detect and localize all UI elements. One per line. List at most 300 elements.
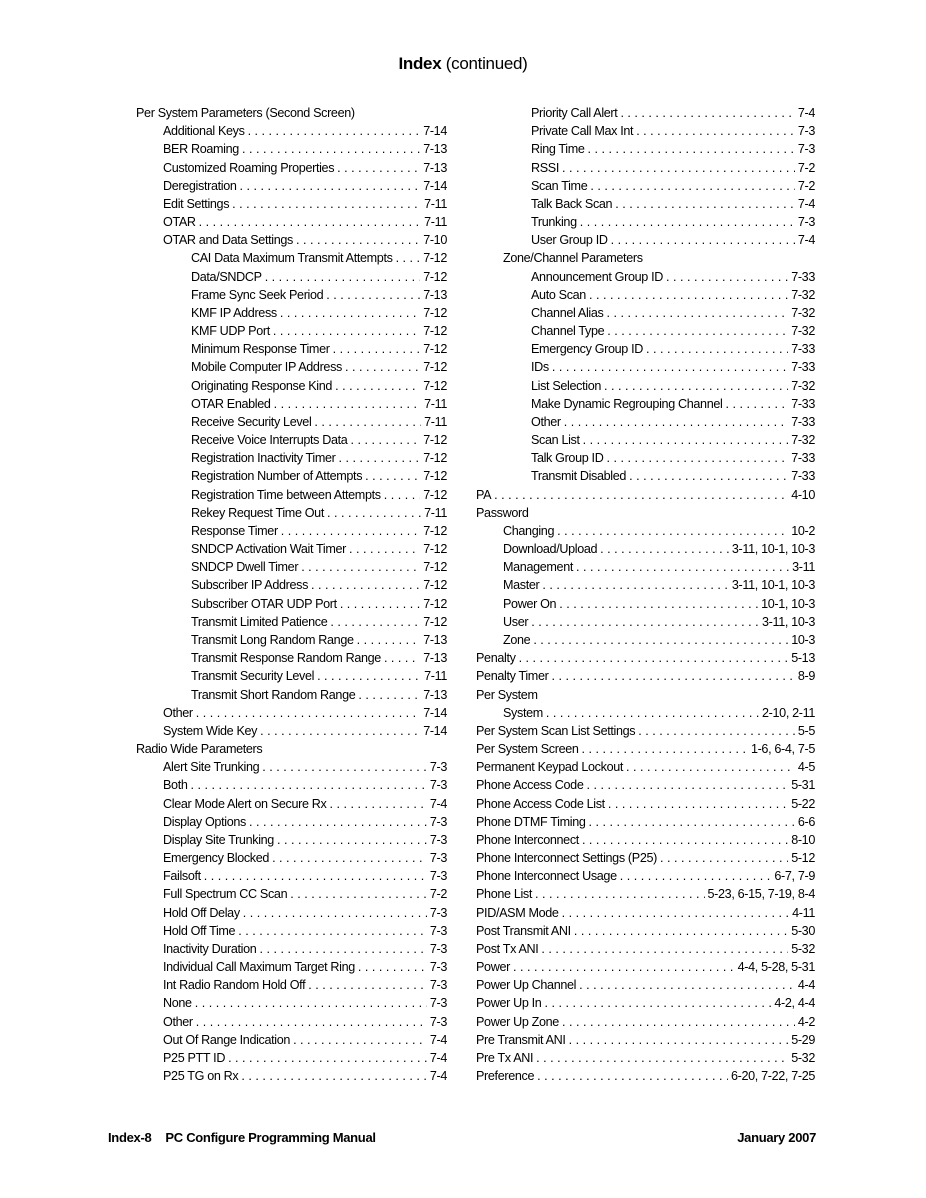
dot-leader: [259, 940, 426, 958]
dot-leader: [557, 522, 788, 540]
index-term: Post Transmit ANI: [476, 923, 571, 938]
page-reference: 7-33: [791, 451, 815, 466]
dot-leader: [620, 867, 772, 885]
dot-leader: [396, 249, 421, 267]
index-entry: [476, 649, 815, 667]
page-reference: 7-4: [797, 106, 815, 120]
page-reference: 7-33: [791, 469, 815, 484]
footer-page-label: Index-8: [108, 1130, 152, 1145]
index-term: Registration Inactivity Timer: [191, 451, 336, 466]
index-term: IDs: [531, 360, 549, 375]
index-entry: [136, 958, 447, 976]
dot-leader: [588, 140, 795, 158]
index-term: Other: [531, 414, 561, 429]
page-reference: 7-14: [423, 178, 447, 193]
index-entry: [476, 667, 815, 685]
index-entry: [476, 522, 815, 540]
dot-leader: [589, 286, 788, 304]
index-entry: [136, 758, 447, 776]
index-entry: [136, 377, 447, 395]
dot-leader: [232, 195, 421, 213]
index-term: Data/SNDCP: [191, 269, 262, 284]
index-term: List Selection: [531, 378, 602, 393]
dot-leader: [330, 613, 420, 631]
page-reference: 7-3: [797, 124, 815, 139]
index-entry: [136, 322, 447, 340]
page-reference: 3-11, 10-1, 10-3: [731, 542, 815, 557]
index-term: Password: [476, 505, 529, 520]
dot-leader: [646, 340, 788, 358]
index-term: Emergency Group ID: [531, 342, 643, 357]
page-reference: 7-33: [791, 414, 815, 429]
index-term: Subscriber OTAR UDP Port: [191, 596, 337, 611]
page-reference: 2-10, 2-11: [762, 705, 815, 720]
index-entry: [476, 758, 815, 776]
title-rest: (continued): [441, 54, 528, 73]
page-reference: 7-3: [429, 978, 447, 993]
page-reference: 7-12: [423, 360, 447, 375]
page-reference: 7-3: [429, 941, 447, 956]
page-reference: 5-5: [797, 723, 815, 738]
dot-leader: [273, 322, 420, 340]
dot-leader: [576, 558, 789, 576]
dot-leader: [349, 540, 420, 558]
page-reference: 7-12: [423, 251, 447, 266]
index-entry: [476, 813, 815, 831]
page-reference: 5-29: [791, 1032, 815, 1047]
dot-leader: [241, 1067, 426, 1085]
index-term: Permanent Keypad Lockout: [476, 760, 624, 775]
dot-leader: [638, 722, 795, 740]
index-term: P25 PTT ID: [163, 1050, 226, 1065]
dot-leader: [660, 849, 788, 867]
index-entry: [136, 1067, 447, 1085]
dot-leader: [358, 686, 420, 704]
index-term: Channel Type: [531, 324, 605, 339]
index-entry: [136, 558, 447, 576]
dot-leader: [260, 722, 420, 740]
index-term: OTAR Enabled: [191, 396, 271, 411]
index-term: Phone Interconnect Settings (P25): [476, 851, 657, 866]
index-term: Per System Scan List Settings: [476, 723, 636, 738]
index-term: Inactivity Duration: [163, 941, 257, 956]
page-reference: 5-32: [791, 1050, 815, 1065]
index-term: Response Timer: [191, 523, 278, 538]
page-reference: 10-1, 10-3: [761, 596, 815, 611]
page-reference: 7-11: [424, 396, 447, 411]
index-entry: [136, 504, 447, 522]
index-entry: [476, 504, 815, 522]
page-reference: 7-33: [791, 396, 815, 411]
page-reference: 7-3: [429, 814, 447, 829]
index-entry: [136, 522, 447, 540]
dot-leader: [600, 540, 729, 558]
index-term: Other: [163, 1014, 193, 1029]
dot-leader: [562, 904, 790, 922]
index-term: Zone: [503, 632, 531, 647]
page-reference: 7-12: [423, 269, 447, 284]
index-term: Hold Off Delay: [163, 905, 240, 920]
page-reference: 4-10: [791, 487, 815, 502]
dot-leader: [574, 922, 788, 940]
page-reference: 7-3: [429, 905, 447, 920]
index-term: Per System Parameters (Second Screen): [136, 106, 355, 120]
index-entry: [476, 795, 815, 813]
index-entry: [136, 722, 447, 740]
index-term: Changing: [503, 523, 555, 538]
page-reference: 7-10: [423, 233, 447, 248]
footer-manual-title: PC Configure Programming Manual: [165, 1130, 376, 1145]
page-reference: 6-20, 7-22, 7-25: [730, 1069, 815, 1084]
dot-leader: [274, 395, 422, 413]
index-entry: [136, 540, 447, 558]
dot-leader: [308, 976, 427, 994]
page-reference: 7-33: [791, 360, 815, 375]
index-entry: [136, 813, 447, 831]
index-term: User: [503, 614, 529, 629]
index-entry: [136, 994, 447, 1012]
index-term: Hold Off Time: [163, 923, 236, 938]
dot-leader: [196, 1013, 427, 1031]
page-reference: 7-11: [424, 196, 447, 211]
page-title: [0, 54, 926, 74]
page-reference: 7-14: [423, 124, 447, 139]
dot-leader: [535, 885, 705, 903]
page-reference: 7-12: [423, 305, 447, 320]
index-entry: [476, 195, 815, 213]
dot-leader: [611, 231, 795, 249]
index-term: RSSI: [531, 160, 559, 175]
index-term: None: [163, 996, 192, 1011]
dot-leader: [311, 576, 420, 594]
page-reference: 7-4: [797, 196, 815, 211]
index-entry: [136, 831, 447, 849]
index-entry: [136, 704, 447, 722]
page-reference: 4-5: [797, 760, 815, 775]
index-entry: [136, 849, 447, 867]
index-entry: [476, 613, 815, 631]
dot-leader: [296, 231, 420, 249]
dot-leader: [358, 958, 427, 976]
index-entry: [476, 1013, 815, 1031]
page-reference: 3-11, 10-3: [762, 614, 815, 629]
page-reference: 7-14: [423, 705, 447, 720]
index-entry: [136, 667, 447, 685]
index-entry: [476, 631, 815, 649]
dot-leader: [365, 467, 420, 485]
index-entry: [476, 449, 815, 467]
page-reference: 10-3: [791, 632, 815, 647]
index-entry: [136, 195, 447, 213]
index-term: Announcement Group ID: [531, 269, 663, 284]
index-entry: [136, 486, 447, 504]
index-entry: [476, 1031, 815, 1049]
index-entry: [136, 740, 447, 758]
index-term: Originating Response Kind: [191, 378, 333, 393]
index-term: Int Radio Random Hold Off: [163, 978, 306, 993]
index-entry: [136, 122, 447, 140]
index-term: Talk Back Scan: [531, 196, 613, 211]
index-term: Master: [503, 578, 540, 593]
index-term: SNDCP Dwell Timer: [191, 560, 299, 575]
dot-leader: [339, 449, 421, 467]
index-entry: [136, 140, 447, 158]
index-entry: [476, 286, 815, 304]
index-entry: [136, 595, 447, 613]
page-reference: 7-2: [797, 178, 815, 193]
index-entry: [136, 1031, 447, 1049]
index-term: Clear Mode Alert on Secure Rx: [163, 796, 327, 811]
index-entry: [476, 431, 815, 449]
index-term: Additional Keys: [163, 124, 245, 139]
page-reference: 7-33: [791, 342, 815, 357]
dot-leader: [280, 304, 420, 322]
index-entry: [476, 576, 815, 594]
dot-leader: [606, 304, 788, 322]
index-entry: [136, 304, 447, 322]
index-term: System Wide Key: [163, 723, 258, 738]
index-term: Registration Time between Attempts: [191, 487, 381, 502]
index-term: Transmit Response Random Range: [191, 651, 381, 666]
index-term: Scan Time: [531, 178, 588, 193]
page-reference: 7-11: [424, 505, 447, 520]
index-entry: [136, 686, 447, 704]
index-entry: [476, 849, 815, 867]
dot-leader: [589, 813, 795, 831]
index-term: Preference: [476, 1069, 535, 1084]
index-term: Post Tx ANI: [476, 941, 539, 956]
index-term: Phone Interconnect: [476, 832, 579, 847]
page-reference: 7-4: [429, 796, 447, 811]
index-term: Transmit Security Level: [191, 669, 315, 684]
dot-leader: [199, 213, 421, 231]
index-term: Radio Wide Parameters: [136, 742, 263, 757]
index-entry: [476, 904, 815, 922]
dot-leader: [620, 104, 794, 122]
index-term: Both: [163, 778, 188, 793]
dot-leader: [552, 358, 788, 376]
dot-leader: [337, 159, 420, 177]
page-reference: 6-6: [797, 814, 815, 829]
index-entry: [476, 177, 815, 195]
page-reference: 7-12: [423, 542, 447, 557]
dot-leader: [537, 1067, 728, 1085]
footer-left: [108, 1130, 376, 1145]
page-reference: 7-13: [423, 687, 447, 702]
index-entry: [476, 958, 815, 976]
dot-leader: [636, 122, 795, 140]
page-reference: 7-12: [423, 433, 447, 448]
dot-leader: [249, 813, 427, 831]
dot-leader: [248, 122, 421, 140]
page-reference: 7-32: [791, 378, 815, 393]
index-term: Deregistration: [163, 178, 237, 193]
index-term: System: [503, 705, 543, 720]
index-term: KMF IP Address: [191, 305, 277, 320]
index-term: Zone/Channel Parameters: [503, 251, 643, 266]
index-term: Auto Scan: [531, 287, 586, 302]
dot-leader: [238, 922, 427, 940]
page-reference: 5-13: [791, 651, 815, 666]
dot-leader: [531, 613, 759, 631]
dot-leader: [606, 449, 788, 467]
index-entry: [476, 377, 815, 395]
page-reference: 7-32: [791, 433, 815, 448]
page-reference: 7-14: [423, 723, 447, 738]
index-entry: [476, 322, 815, 340]
index-entry: [136, 613, 447, 631]
page-reference: 7-12: [423, 523, 447, 538]
index-term: Power Up Channel: [476, 978, 577, 993]
index-entry: [476, 1049, 815, 1067]
index-term: Power On: [503, 596, 557, 611]
page-reference: 7-2: [429, 887, 447, 902]
index-term: Pre Transmit ANI: [476, 1032, 566, 1047]
index-term: Power Up In: [476, 996, 542, 1011]
index-term: Priority Call Alert: [531, 106, 618, 120]
index-term: SNDCP Activation Wait Timer: [191, 542, 347, 557]
index-term: Power Up Zone: [476, 1014, 559, 1029]
page-reference: 7-3: [429, 923, 447, 938]
dot-leader: [582, 831, 788, 849]
dot-leader: [607, 322, 788, 340]
page-reference: 7-11: [424, 215, 447, 230]
index-entry: [136, 976, 447, 994]
index-entry: [476, 304, 815, 322]
dot-leader: [340, 595, 420, 613]
index-term: Phone List: [476, 887, 533, 902]
dot-leader: [327, 504, 421, 522]
dot-leader: [317, 667, 421, 685]
page-reference: 7-4: [429, 1050, 447, 1065]
dot-leader: [281, 522, 420, 540]
dot-leader: [350, 431, 420, 449]
page-reference: 7-3: [429, 760, 447, 775]
index-term: Subscriber IP Address: [191, 578, 309, 593]
index-term: Other: [163, 705, 193, 720]
index-entry: [136, 231, 447, 249]
index-term: Talk Group ID: [531, 451, 604, 466]
dot-leader: [345, 358, 420, 376]
dot-leader: [725, 395, 788, 413]
index-term: Rekey Request Time Out: [191, 505, 324, 520]
index-entry: [476, 1067, 815, 1085]
dot-leader: [629, 467, 788, 485]
page-reference: 3-11, 10-1, 10-3: [731, 578, 815, 593]
index-term: Download/Upload: [503, 542, 598, 557]
dot-leader: [569, 1031, 789, 1049]
page-reference: 7-12: [423, 451, 447, 466]
index-term: Customized Roaming Properties: [163, 160, 335, 175]
page-reference: 7-13: [423, 142, 447, 157]
index-entry: [476, 104, 815, 122]
dot-leader: [615, 195, 795, 213]
dot-leader: [582, 740, 748, 758]
index-entry: [476, 740, 815, 758]
page-reference: 7-12: [423, 596, 447, 611]
index-term: Per System: [476, 687, 538, 702]
index-entry: [476, 722, 815, 740]
page-reference: 7-32: [791, 324, 815, 339]
index-term: Phone Access Code List: [476, 796, 605, 811]
dot-leader: [608, 795, 788, 813]
dot-leader: [626, 758, 795, 776]
dot-leader: [586, 776, 788, 794]
index-term: Phone Interconnect Usage: [476, 869, 617, 884]
dot-leader: [195, 994, 427, 1012]
page-reference: 7-12: [423, 324, 447, 339]
index-entry: [136, 904, 447, 922]
dot-leader: [494, 486, 788, 504]
page-reference: 7-32: [791, 305, 815, 320]
page-reference: 4-11: [792, 905, 815, 920]
index-entry: [476, 885, 815, 903]
index-term: PA: [476, 487, 492, 502]
index-term: Receive Voice Interrupts Data: [191, 433, 348, 448]
dot-leader: [243, 904, 427, 922]
index-term: Ring Time: [531, 142, 585, 157]
footer-date: January 2007: [737, 1130, 816, 1145]
dot-leader: [562, 159, 795, 177]
index-entry: [476, 213, 815, 231]
index-term: Channel Alias: [531, 305, 604, 320]
dot-leader: [519, 649, 789, 667]
dot-leader: [384, 649, 420, 667]
page-reference: 7-12: [423, 469, 447, 484]
page-reference: 7-12: [423, 342, 447, 357]
index-term: Phone DTMF Timing: [476, 814, 586, 829]
dot-leader: [580, 213, 795, 231]
page-reference: 7-32: [791, 287, 815, 302]
dot-leader: [293, 1031, 427, 1049]
page-reference: 7-13: [423, 632, 447, 647]
index-term: Registration Number of Attempts: [191, 469, 363, 484]
page-reference: 7-3: [429, 996, 447, 1011]
dot-leader: [242, 140, 420, 158]
index-entry: [136, 268, 447, 286]
index-term: Individual Call Maximum Target Ring: [163, 960, 355, 975]
index-entry: [476, 776, 815, 794]
index-entry: [136, 177, 447, 195]
dot-leader: [544, 994, 771, 1012]
index-entry: [136, 649, 447, 667]
page-reference: 7-11: [424, 414, 447, 429]
index-entry: [476, 140, 815, 158]
dot-leader: [357, 631, 421, 649]
index-entry: [476, 558, 815, 576]
dot-leader: [301, 558, 420, 576]
page-reference: 5-32: [791, 941, 815, 956]
page-reference: 7-3: [797, 142, 815, 157]
index-term: Per System Screen: [476, 742, 579, 757]
index-term: Pre Tx ANI: [476, 1050, 534, 1065]
dot-leader: [533, 631, 788, 649]
dot-leader: [333, 340, 421, 358]
dot-leader: [272, 849, 427, 867]
index-term: Emergency Blocked: [163, 851, 270, 866]
index-entry: [476, 867, 815, 885]
dot-leader: [384, 486, 420, 504]
index-term: CAI Data Maximum Transmit Attempts: [191, 251, 393, 266]
index-term: Penalty Timer: [476, 669, 549, 684]
index-entry: [136, 631, 447, 649]
page-reference: 4-2, 4-4: [774, 996, 815, 1011]
dot-leader: [666, 268, 788, 286]
page-reference: 8-10: [791, 832, 815, 847]
dot-leader: [583, 431, 789, 449]
page-reference: 7-13: [423, 160, 447, 175]
index-term: Management: [503, 560, 574, 575]
